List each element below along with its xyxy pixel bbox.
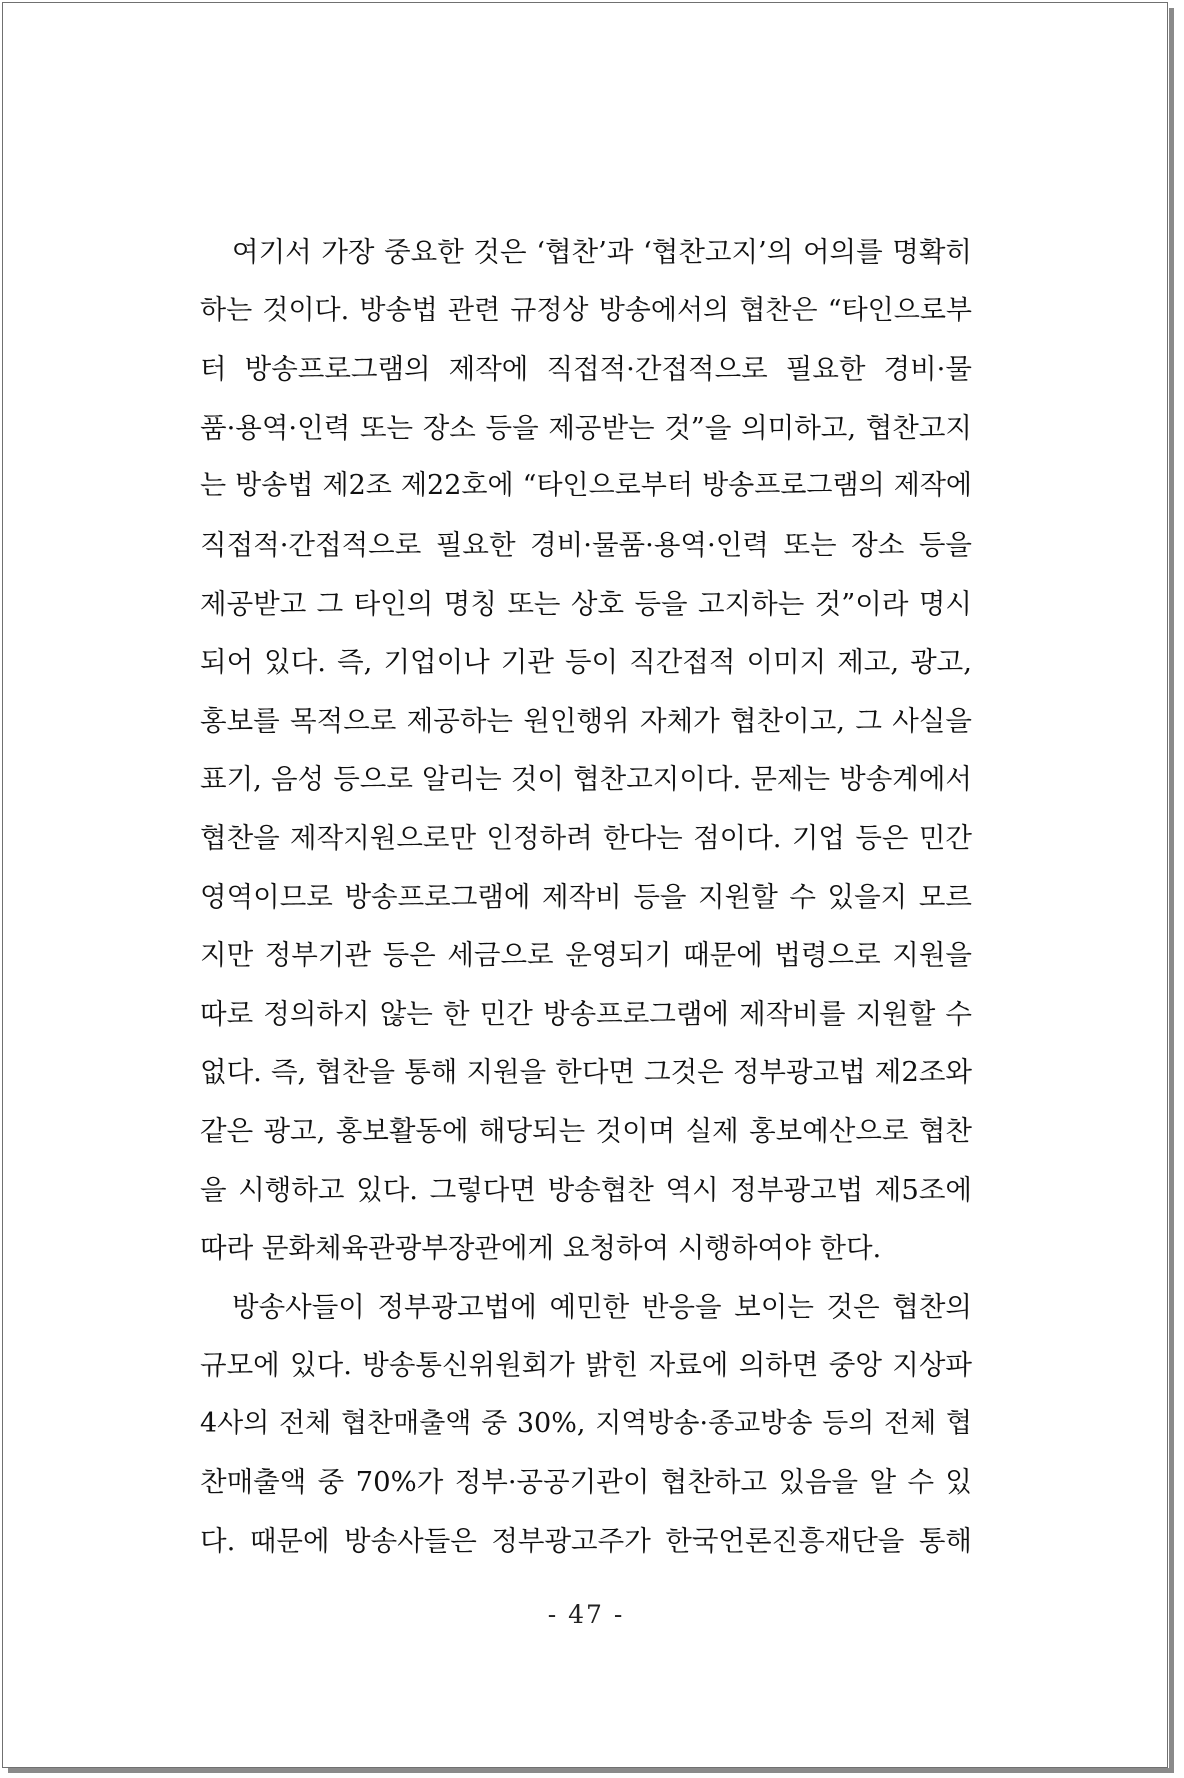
page-shadow-bottom — [8, 1768, 1174, 1773]
text-line: 여기서 가장 중요한 것은 ‘협찬’과 ‘협찬고지’의 어의를 명확히 — [232, 236, 972, 268]
page-number: - 47 - — [547, 1600, 625, 1629]
text-line: 같은 광고, 홍보활동에 해당되는 것이며 실제 홍보예산으로 협찬 — [200, 1114, 972, 1147]
paragraph-2 — [200, 1278, 972, 1571]
text-line: 되어 있다. 즉, 기업이나 기관 등이 직간접적 이미지 제고, 광고, — [200, 646, 972, 679]
text-line: 직접적·간접적으로 필요한 경비·물품·용역·인력 또는 장소 등을 — [200, 528, 972, 561]
text-line: 방송사들이 정부광고법에 예민한 반응을 보이는 것은 협찬의 — [232, 1290, 972, 1323]
text-line: 지만 정부기관 등은 세금으로 운영되기 때문에 법령으로 지원을 — [200, 939, 972, 972]
text-line: 따라 문화체육관광부장관에게 요청하여 시행하여야 한다. — [200, 1232, 882, 1265]
text-line: 홍보를 목적으로 제공하는 원인행위 자체가 협찬이고, 그 사실을 — [200, 704, 972, 737]
text-line: 4사의 전체 협찬매출액 중 30%, 지역방송·종교방송 등의 전체 협 — [200, 1407, 972, 1439]
page-shadow-right — [1169, 8, 1174, 1771]
paragraph-1 — [200, 223, 972, 1278]
text-line: 터 방송프로그램의 제작에 직접적·간접적으로 필요한 경비·물 — [200, 353, 972, 386]
text-line: 표기, 음성 등으로 알리는 것이 협찬고지이다. 문제는 방송계에서 — [200, 763, 972, 796]
text-line: 을 시행하고 있다. 그렇다면 방송협찬 역시 정부광고법 제5조에 — [200, 1173, 972, 1206]
text-line: 협찬을 제작지원으로만 인정하려 한다는 점이다. 기업 등은 민간 — [200, 821, 972, 854]
text-line: 따로 정의하지 않는 한 민간 방송프로그램에 제작비를 지원할 수 — [200, 997, 972, 1030]
body-text — [200, 223, 972, 1571]
document-page — [2, 2, 1168, 1768]
text-line: 는 방송법 제2조 제22호에 “타인으로부터 방송프로그램의 제작에 — [200, 470, 972, 502]
text-line: 찬매출액 중 70%가 정부·공공기관이 협찬하고 있음을 알 수 있 — [200, 1466, 972, 1499]
text-line: 제공받고 그 타인의 명칭 또는 상호 등을 고지하는 것”이라 명시 — [200, 587, 972, 620]
text-line: 규모에 있다. 방송통신위원회가 밝힌 자료에 의하면 중앙 지상파 — [200, 1349, 972, 1382]
text-line: 하는 것이다. 방송법 관련 규정상 방송에서의 협찬은 “타인으로부 — [200, 294, 972, 326]
text-line: 없다. 즉, 협찬을 통해 지원을 한다면 그것은 정부광고법 제2조와 — [200, 1056, 972, 1089]
text-line: 다. 때문에 방송사들은 정부광고주가 한국언론진흥재단을 통해 — [200, 1525, 972, 1558]
text-line: 영역이므로 방송프로그램에 제작비 등을 지원할 수 있을지 모르 — [200, 880, 972, 913]
text-line: 품·용역·인력 또는 장소 등을 제공받는 것”을 의미하고, 협찬고지 — [200, 411, 972, 444]
